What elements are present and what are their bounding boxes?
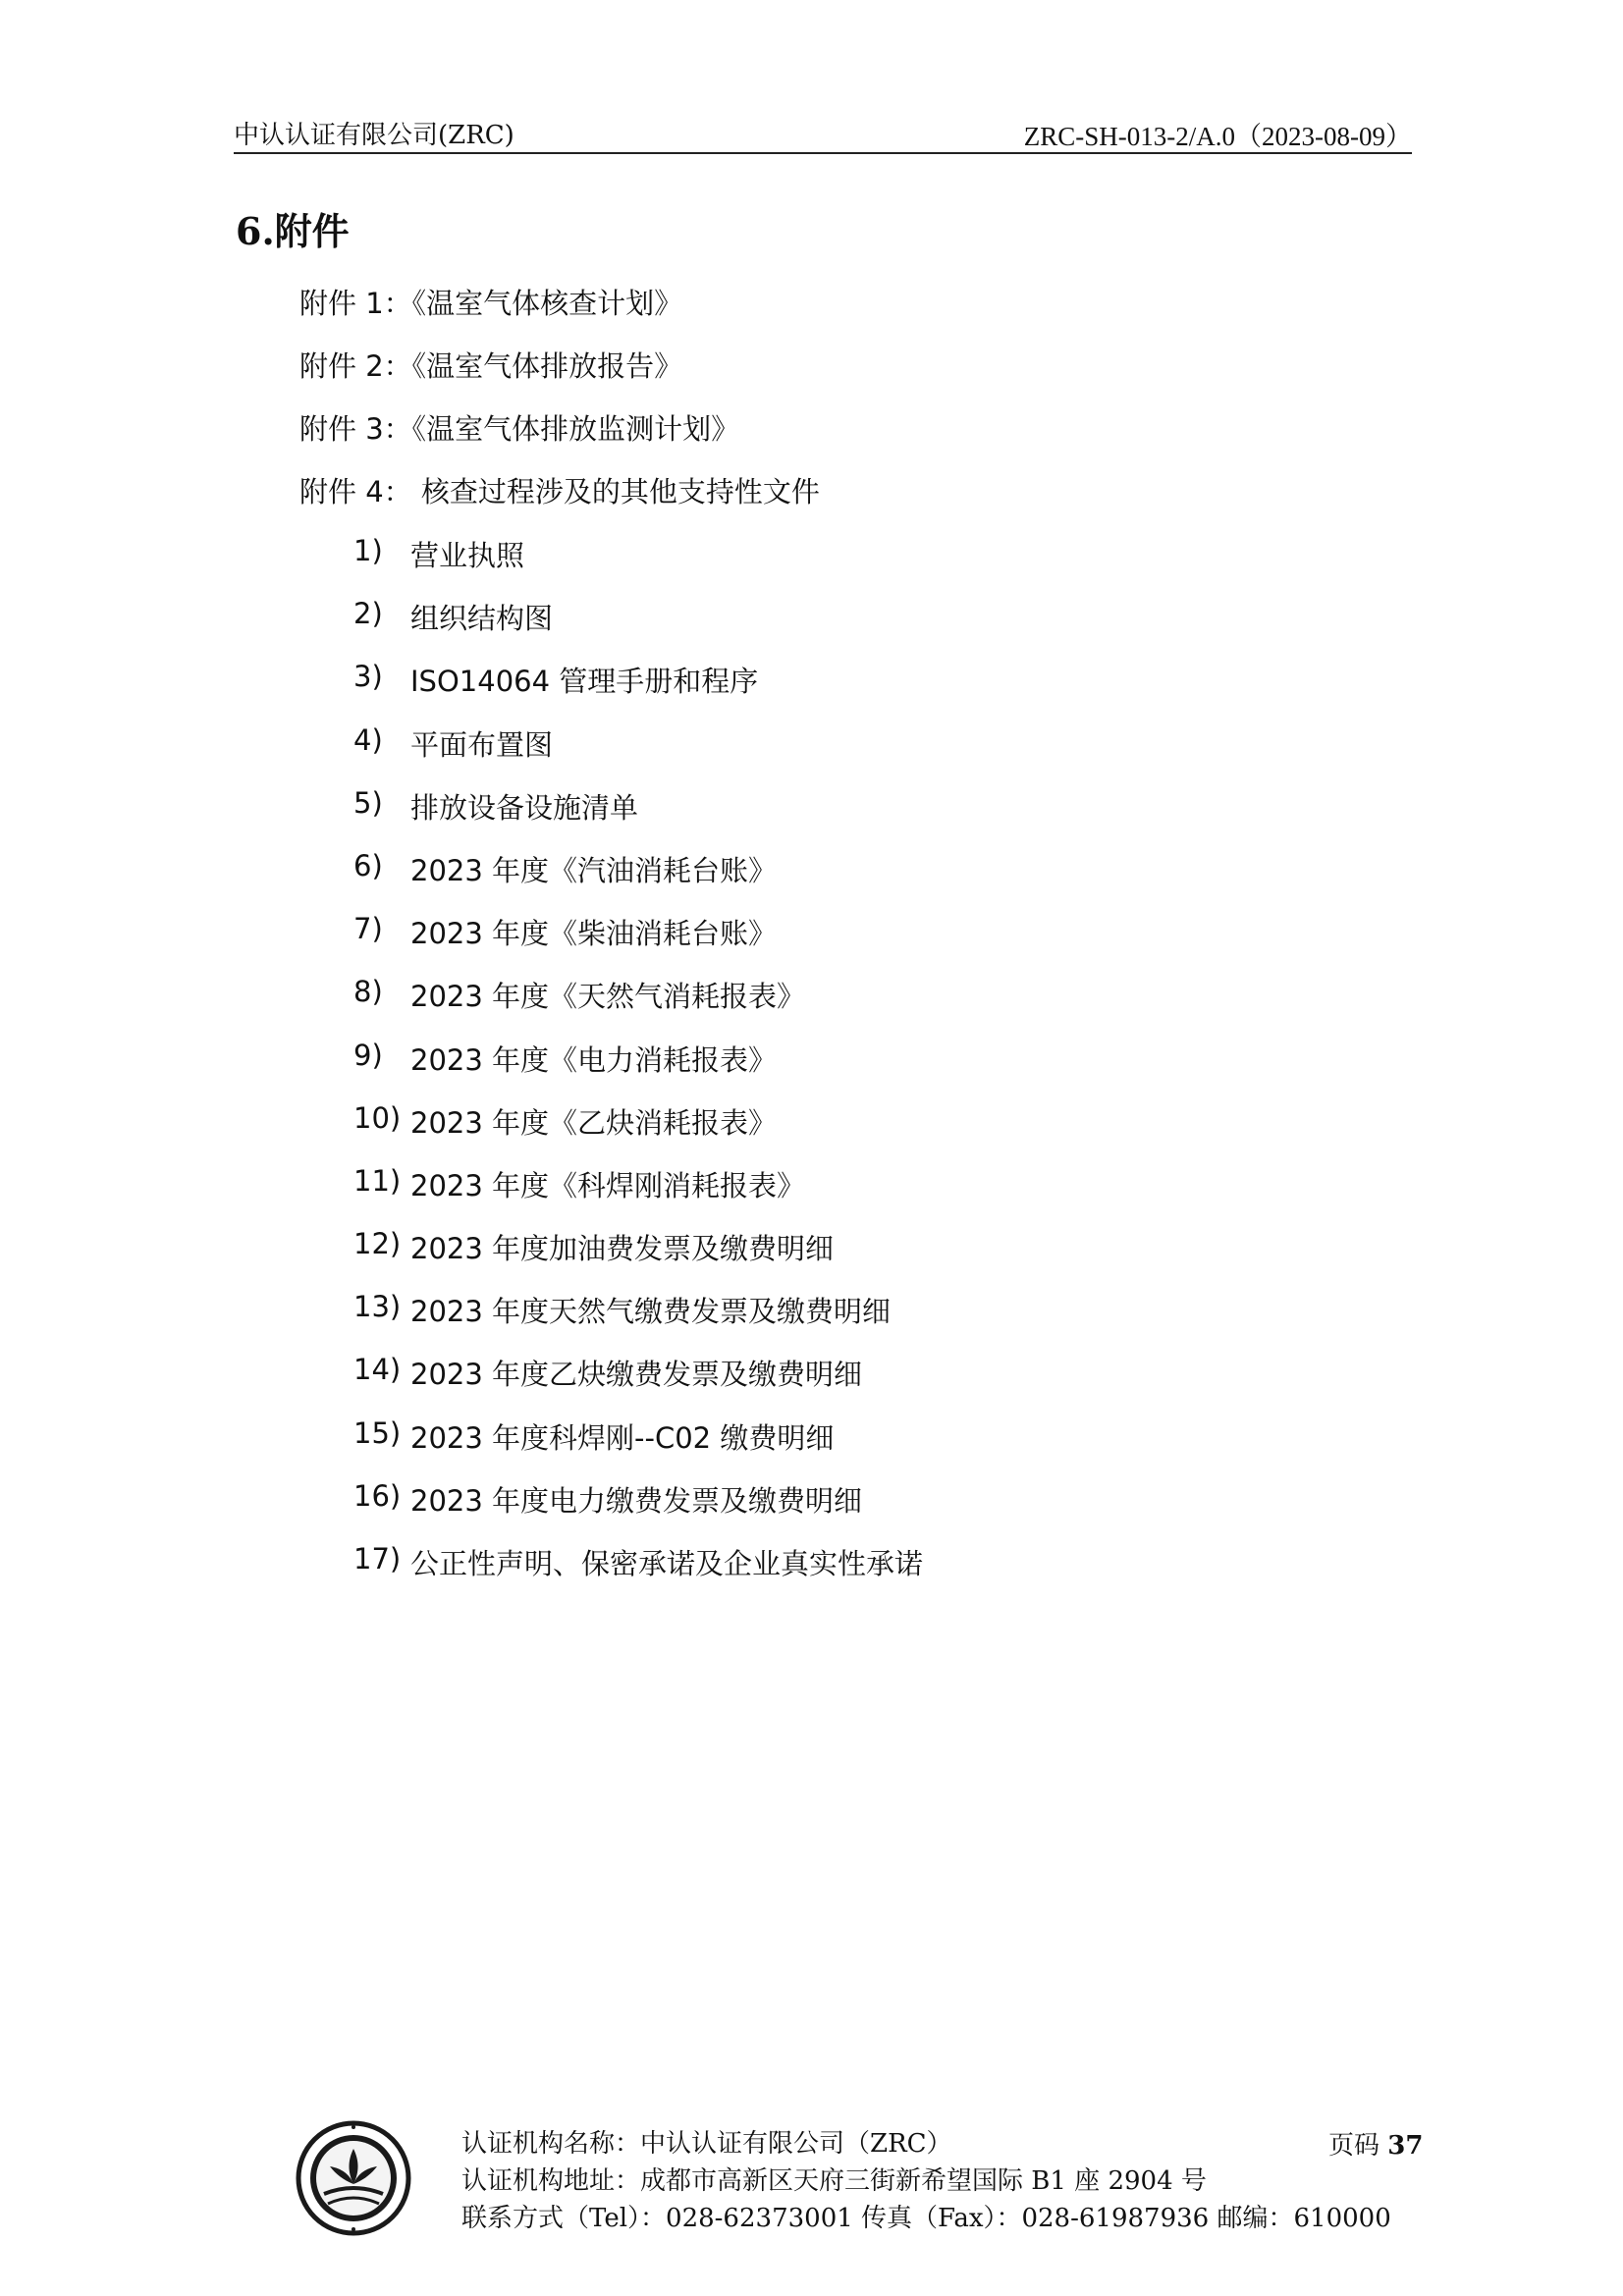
list-item-text: 2023 年度《柴油消耗台账》 xyxy=(410,917,778,951)
footer-contact-block xyxy=(461,2125,1391,2237)
list-item xyxy=(353,912,923,975)
list-item xyxy=(353,1164,923,1227)
list-item-text: 2023 年度天然气缴费发票及缴费明细 xyxy=(410,1295,892,1329)
list-item xyxy=(353,786,923,849)
list-item-number: 17) xyxy=(353,1542,402,1575)
header-doc-code: ZRC-SH-013-2/A.0（2023-08-09） xyxy=(1023,122,1412,151)
list-item-text: ISO14064 管理手册和程序 xyxy=(410,665,759,699)
list-item-number: 8) xyxy=(353,975,383,1009)
list-item-text: 公正性声明、保密承诺及企业真实性承诺 xyxy=(410,1547,924,1580)
list-item-text: 2023 年度《乙炔消耗报表》 xyxy=(410,1105,778,1140)
attachment-1: 附件 1：《温室气体核查计划》 xyxy=(299,287,683,320)
header-rule xyxy=(234,152,1412,154)
list-item-text: 2023 年度加油费发票及缴费明细 xyxy=(410,1232,835,1266)
footer-contact: 联系方式（Tel）：028-62373001 传真（Fax）：028-61987936 邮编：610000 xyxy=(461,2204,1391,2233)
list-item-number: 10) xyxy=(353,1100,402,1135)
list-item xyxy=(353,849,923,912)
list-item xyxy=(353,1353,923,1415)
list-item-number: 1) xyxy=(353,534,383,567)
list-item-text: 营业执照 xyxy=(410,539,525,572)
footer-org-address: 认证机构地址：成都市高新区天府三街新希望国际 B1 座 2904 号 xyxy=(461,2166,1207,2196)
list-item-number: 2) xyxy=(353,597,383,631)
attachment-2: 附件 2：《温室气体排放报告》 xyxy=(299,349,683,383)
list-item-text: 2023 年度《电力消耗报表》 xyxy=(410,1042,778,1077)
header-company: 中认认证有限公司(ZRC) xyxy=(234,121,514,150)
list-item xyxy=(353,1416,923,1479)
list-item xyxy=(353,975,923,1038)
list-item xyxy=(353,1542,923,1605)
attachment-4: 附件 4： 核查过程涉及的其他支持性文件 xyxy=(299,475,820,508)
list-item-number: 6) xyxy=(353,848,383,882)
list-item-number: 15) xyxy=(353,1415,402,1450)
list-item xyxy=(353,660,923,722)
list-item-number: 5) xyxy=(353,785,383,820)
list-item-number: 7) xyxy=(353,912,383,946)
list-item-number: 11) xyxy=(353,1163,402,1198)
attachment-3: 附件 3：《温室气体排放监测计划》 xyxy=(299,412,740,446)
list-item-text: 组织结构图 xyxy=(410,602,554,636)
list-item-number: 4) xyxy=(353,722,383,757)
supporting-documents-list xyxy=(353,534,923,1605)
page-header xyxy=(234,115,1412,154)
list-item-text: 2023 年度《科焊刚消耗报表》 xyxy=(410,1168,806,1202)
list-item-number: 12) xyxy=(353,1227,402,1261)
list-item xyxy=(353,534,923,597)
list-item-text: 2023 年度《汽油消耗台账》 xyxy=(410,853,778,887)
list-item-number: 16) xyxy=(353,1478,402,1513)
page-number-label: 页码 xyxy=(1328,2131,1380,2161)
list-item xyxy=(353,1039,923,1101)
list-item-text: 2023 年度乙炔缴费发票及缴费明细 xyxy=(410,1358,863,1392)
list-item xyxy=(353,597,923,660)
list-item-text: 2023 年度科焊刚--C02 缴费明细 xyxy=(410,1420,835,1455)
list-item-text: 排放设备设施清单 xyxy=(410,790,639,825)
list-item-text: 2023 年度《天然气消耗报表》 xyxy=(410,980,806,1014)
list-item xyxy=(353,1227,923,1290)
zrc-seal-logo xyxy=(295,2119,412,2237)
list-item xyxy=(353,1479,923,1542)
list-item-number: 9) xyxy=(353,1038,383,1072)
list-item-number: 13) xyxy=(353,1290,402,1324)
list-item-text: 平面布置图 xyxy=(410,727,554,762)
list-item-text: 2023 年度电力缴费发票及缴费明细 xyxy=(410,1483,863,1518)
list-item xyxy=(353,1101,923,1164)
list-item-number: 14) xyxy=(353,1353,402,1387)
list-item xyxy=(353,1290,923,1353)
page-number xyxy=(1328,2125,1423,2162)
list-item xyxy=(353,723,923,786)
section-title: 6.附件 xyxy=(236,209,350,253)
page-number-value: 37 xyxy=(1387,2131,1424,2161)
list-item-number: 3) xyxy=(353,660,383,694)
footer-org-name: 认证机构名称：中认认证有限公司（ZRC） xyxy=(461,2129,952,2159)
